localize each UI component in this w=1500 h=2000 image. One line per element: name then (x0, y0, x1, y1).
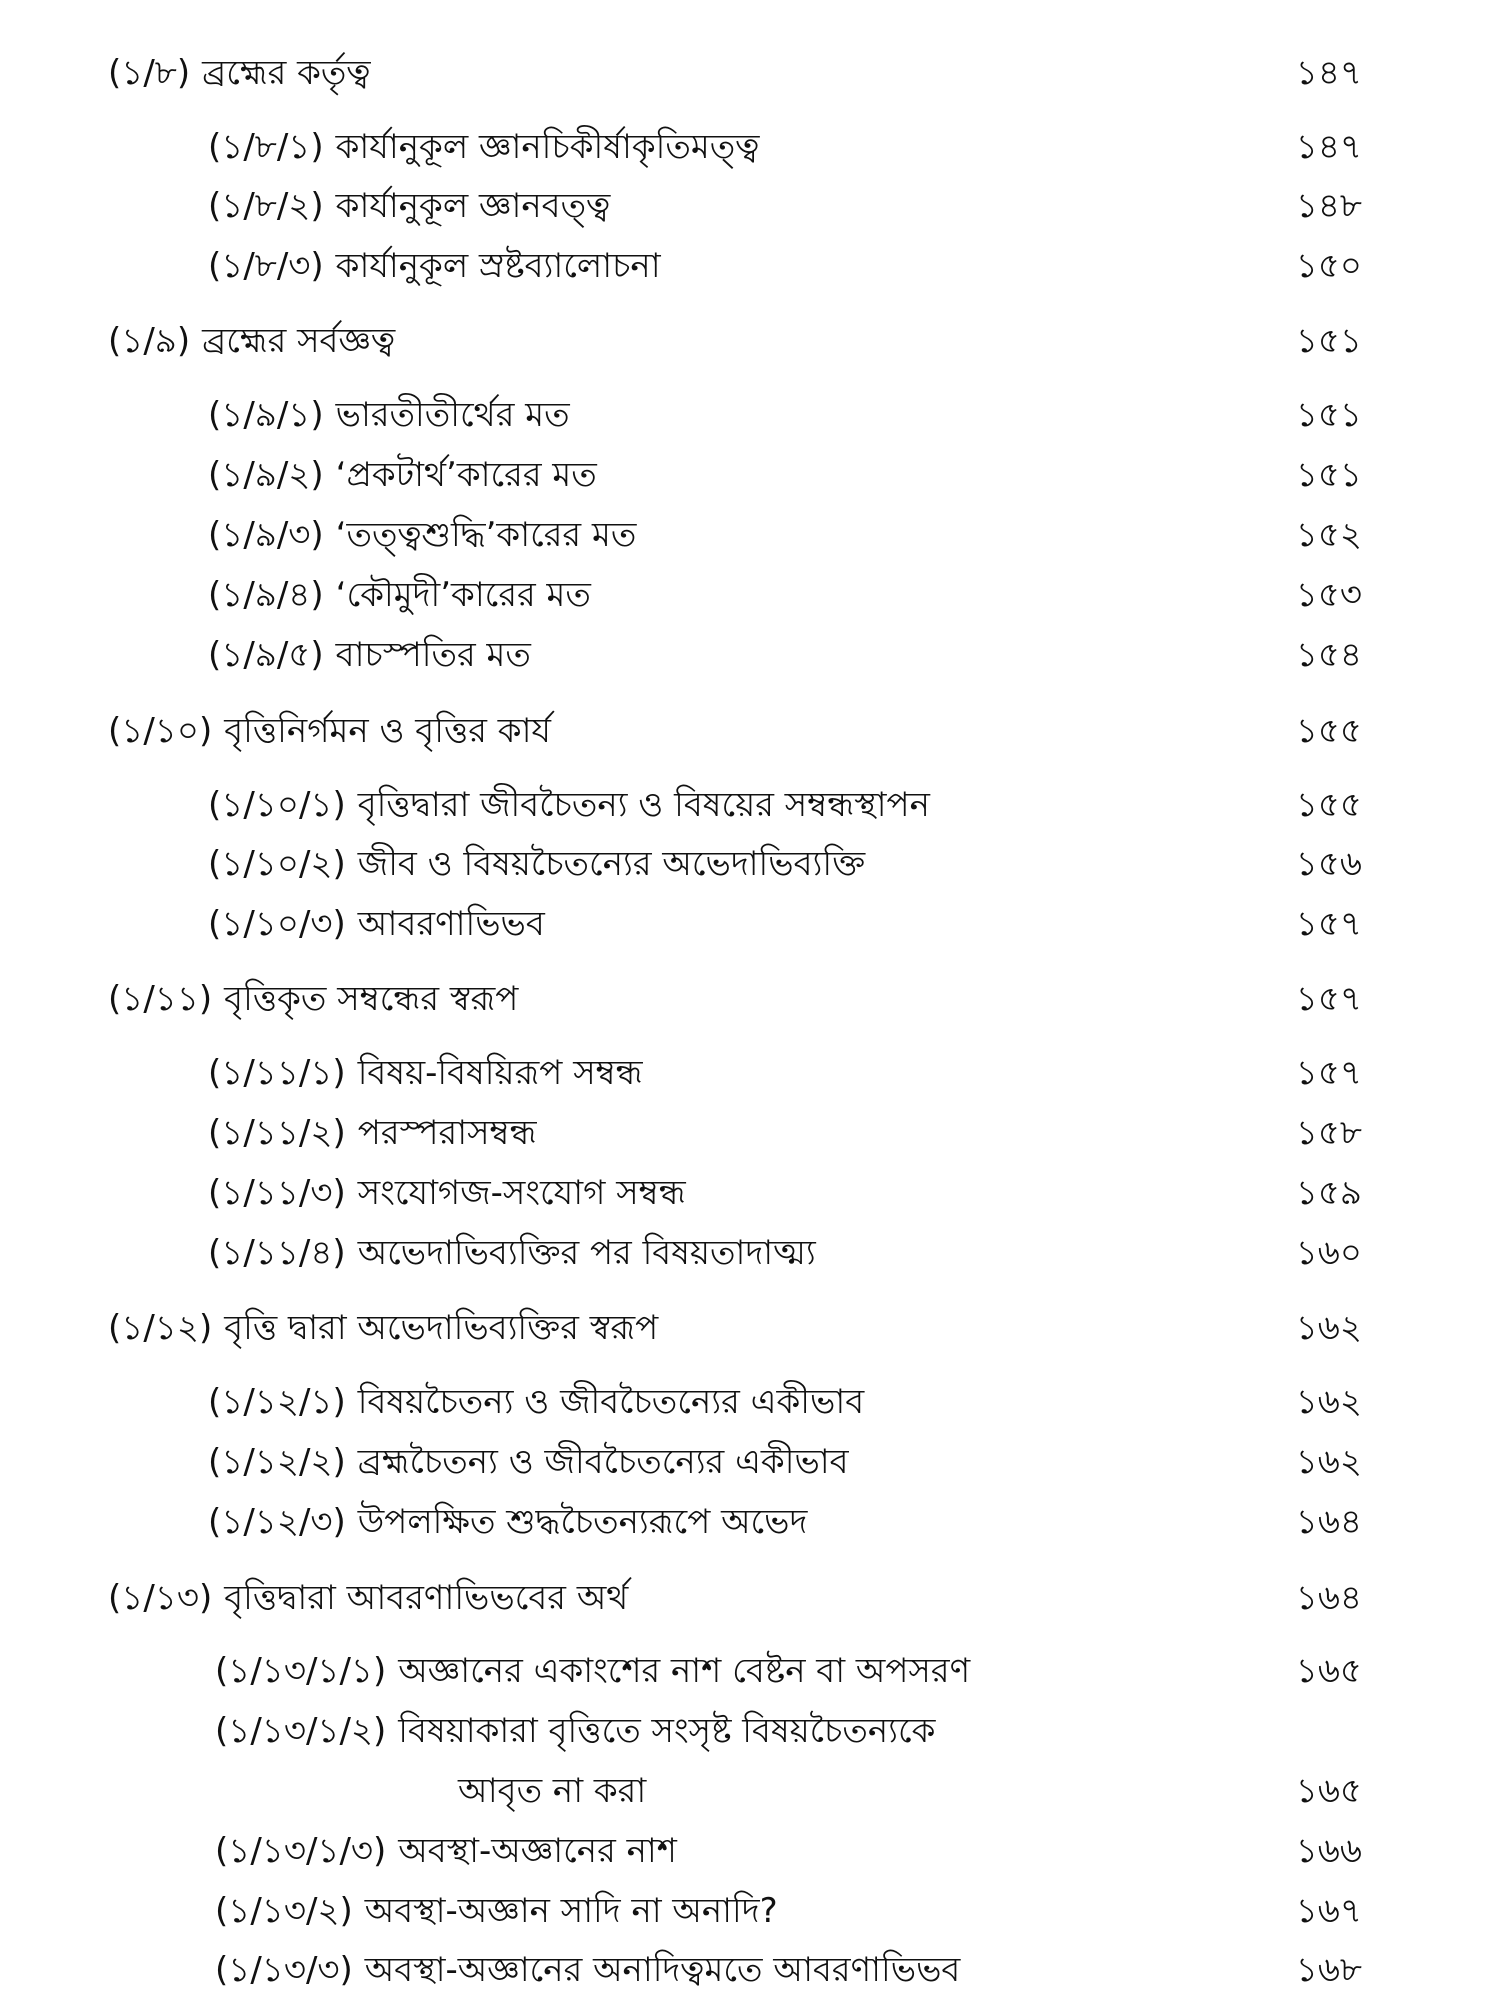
entry-title: বিষয়াকারা বৃত্তিতে সংসৃষ্ট বিষয়চৈতন্যকে (398, 1711, 936, 1751)
toc-entry (0, 121, 1500, 173)
entry-page: ১৫৭ (1295, 979, 1362, 1019)
entry-page: ১৫৮ (1295, 1113, 1362, 1153)
entry-number: (১/১৩) (108, 1578, 213, 1618)
entry-number: (১/৯/৩) (208, 515, 324, 555)
toc-entry (0, 973, 1500, 1025)
entry-page: ১৫৭ (1295, 904, 1362, 944)
entry-title: সংযোগজ-সংযোগ সম্বন্ধ (357, 1173, 686, 1213)
entry-number: (১/১২/২) (208, 1442, 346, 1482)
toc-entry (0, 180, 1500, 232)
entry-title: বৃত্তি দ্বারা অভেদাভিব্যক্তির স্বরূপ (224, 1308, 659, 1348)
toc-entry-continuation (0, 1765, 1500, 1817)
entry-page: ১৫১ (1295, 321, 1362, 361)
toc-entry (0, 240, 1500, 292)
toc-entry (0, 1496, 1500, 1548)
entry-number: (১/১১/২) (208, 1113, 346, 1153)
entry-number: (১/৮/২) (208, 186, 324, 226)
entry-number: (১/১৩/২) (215, 1891, 353, 1931)
entry-title: জীব ও বিষয়চৈতন্যের অভেদাভিব্যক্তি (357, 844, 866, 884)
entry-title: ‘কৌমুদী’কারের মত (335, 575, 591, 615)
toc-entry (0, 1302, 1500, 1354)
toc-entry (0, 838, 1500, 890)
entry-title: বৃত্তিদ্বারা আবরণাভিভবের অর্থ (224, 1578, 629, 1618)
entry-number: (১/৮) (108, 53, 191, 93)
toc-entry (0, 1047, 1500, 1099)
toc-entry (0, 1376, 1500, 1428)
entry-page: ১৬৭ (1295, 1891, 1362, 1931)
entry-page: ১৪৮ (1295, 186, 1362, 226)
entry-title: উপলক্ষিত শুদ্ধচৈতন্যরূপে অভেদ (357, 1502, 808, 1542)
toc-entry (0, 1436, 1500, 1488)
entry-page: ১৬৬ (1295, 1831, 1362, 1871)
entry-title: আবৃত না করা (458, 1771, 647, 1811)
entry-page: ১৫৫ (1295, 785, 1362, 825)
entry-title: অবস্থা-অজ্ঞানের নাশ (398, 1831, 677, 1871)
entry-number: (১/১০/৩) (208, 904, 346, 944)
entry-page: ১৫১ (1295, 395, 1362, 435)
entry-title: বিষয়চৈতন্য ও জীবচৈতন্যের একীভাব (357, 1382, 865, 1422)
toc-entry (0, 1885, 1500, 1937)
entry-number: (১/১৩/৩) (215, 1950, 353, 1990)
entry-number: (১/১০/২) (208, 844, 346, 884)
entry-page: ১৫১ (1295, 455, 1362, 495)
entry-title: অবস্থা-অজ্ঞান সাদি না অনাদি? (364, 1891, 778, 1931)
entry-title: আবরণাভিভব (357, 904, 545, 944)
entry-page: ১৫৩ (1295, 575, 1362, 615)
toc-entry (0, 449, 1500, 501)
entry-number: (১/৮/৩) (208, 246, 324, 286)
entry-title: অভেদাভিব্যক্তির পর বিষয়তাদাত্ম্য (357, 1233, 816, 1273)
entry-page: ১৫২ (1295, 515, 1362, 555)
toc-entry (0, 1572, 1500, 1624)
entry-title: কার্যানুকূল জ্ঞানচিকীর্ষাকৃতিমত্ত্ব (335, 127, 760, 167)
entry-page: ১৬৫ (1295, 1771, 1362, 1811)
entry-title: বৃত্তিকৃত সম্বন্ধের স্বরূপ (224, 979, 519, 1019)
entry-page: ১৬৪ (1295, 1502, 1362, 1542)
entry-number: (১/১২/৩) (208, 1502, 346, 1542)
entry-page: ১৫৪ (1295, 635, 1362, 675)
entry-page: ১৬২ (1295, 1442, 1362, 1482)
entry-title: ভারতীতীর্থের মত (335, 395, 570, 435)
entry-title: ব্রহ্মচৈতন্য ও জীবচৈতন্যের একীভাব (357, 1442, 849, 1482)
toc-entry (0, 315, 1500, 367)
entry-number: (১/১২/১) (208, 1382, 346, 1422)
entry-number: (১/৯/৫) (208, 635, 324, 675)
toc-entry (0, 1705, 1500, 1757)
entry-number: (১/১১/১) (208, 1053, 346, 1093)
toc-entry (0, 47, 1500, 99)
entry-page: ১৬২ (1295, 1382, 1362, 1422)
entry-number: (১/১৩/১/২) (215, 1711, 387, 1751)
entry-title: বৃত্তিনির্গমন ও বৃত্তির কার্য (224, 711, 552, 751)
entry-number: (১/১০) (108, 711, 213, 751)
entry-number: (১/১৩/১/১) (215, 1651, 387, 1691)
entry-page: ১৬৮ (1295, 1950, 1362, 1990)
entry-number: (১/৯/১) (208, 395, 324, 435)
entry-number: (১/১০/১) (208, 785, 346, 825)
entry-title: বাচস্পতির মত (335, 635, 531, 675)
entry-page: ১৪৭ (1295, 53, 1362, 93)
toc-entry (0, 1825, 1500, 1877)
entry-number: (১/১১/৪) (208, 1233, 346, 1273)
toc-entry (0, 569, 1500, 621)
entry-title: ‘তত্ত্বশুদ্ধি’কারের মত (335, 515, 637, 555)
toc-entry (0, 779, 1500, 831)
entry-page: ১৫০ (1295, 246, 1362, 286)
entry-number: (১/৯/২) (208, 455, 324, 495)
toc-entry (0, 1107, 1500, 1159)
toc-entry (0, 1167, 1500, 1219)
toc-entry (0, 509, 1500, 561)
entry-title: অবস্থা-অজ্ঞানের অনাদিত্বমতে আবরণাভিভব (364, 1950, 961, 1990)
entry-page: ১৬৪ (1295, 1578, 1362, 1618)
toc-entry (0, 1227, 1500, 1279)
toc-entry (0, 629, 1500, 681)
entry-title: ব্রহ্মের কর্তৃত্ব (202, 53, 371, 93)
entry-title: বিষয়-বিষয়িরূপ সম্বন্ধ (357, 1053, 643, 1093)
entry-number: (১/৯/৪) (208, 575, 324, 615)
entry-number: (১/১২) (108, 1308, 213, 1348)
entry-page: ১৫৬ (1295, 844, 1362, 884)
entry-number: (১/৮/১) (208, 127, 324, 167)
entry-title: পরস্পরাসম্বন্ধ (357, 1113, 537, 1153)
entry-page: ১৫৫ (1295, 711, 1362, 751)
entry-title: বৃত্তিদ্বারা জীবচৈতন্য ও বিষয়ের সম্বন্ধস্থাপন (357, 785, 930, 825)
entry-title: কার্যানুকূল স্রষ্টব্যালোচনা (335, 246, 661, 286)
toc-entry (0, 898, 1500, 950)
entry-number: (১/১১) (108, 979, 213, 1019)
entry-page: ১৫৭ (1295, 1053, 1362, 1093)
entry-title: ব্রহ্মের সর্বজ্ঞত্ব (202, 321, 396, 361)
entry-page: ১৬০ (1295, 1233, 1362, 1273)
toc-entry (0, 1944, 1500, 1996)
toc-entry (0, 389, 1500, 441)
entry-title: কার্যানুকূল জ্ঞানবত্ত্ব (335, 186, 611, 226)
entry-number: (১/৯) (108, 321, 191, 361)
toc-entry (0, 705, 1500, 757)
entry-page: ১৬২ (1295, 1308, 1362, 1348)
entry-title: অজ্ঞানের একাংশের নাশ বেষ্টন বা অপসরণ (398, 1651, 971, 1691)
entry-page: ১৪৭ (1295, 127, 1362, 167)
entry-title: ‘প্রকটার্থ’কারের মত (335, 455, 597, 495)
entry-page: ১৫৯ (1295, 1173, 1362, 1213)
entry-page: ১৬৫ (1295, 1651, 1362, 1691)
entry-number: (১/১১/৩) (208, 1173, 346, 1213)
toc-entry (0, 1645, 1500, 1697)
entry-number: (১/১৩/১/৩) (215, 1831, 387, 1871)
